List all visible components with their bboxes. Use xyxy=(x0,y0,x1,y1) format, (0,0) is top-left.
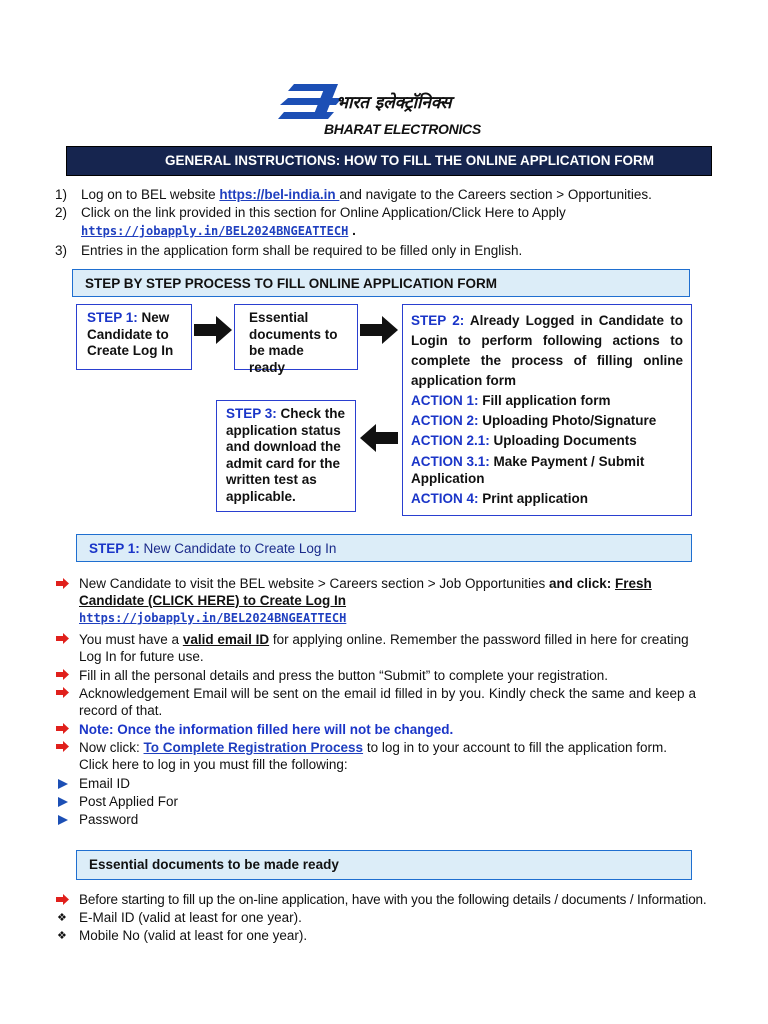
bel-website-link[interactable]: https://bel-india.in xyxy=(219,187,340,202)
red-arrow-bullet-icon xyxy=(56,578,69,589)
action-item xyxy=(411,489,683,509)
text: and navigate to the Careers section > Opportunities. xyxy=(339,187,652,202)
text: Print application xyxy=(478,491,589,506)
red-arrow-bullet-icon xyxy=(56,669,69,680)
list-number: 1) xyxy=(55,187,68,202)
triangle-bullet-icon xyxy=(58,815,68,825)
action-item xyxy=(411,453,683,487)
step-label: STEP 3: xyxy=(226,406,277,421)
text: Now click: xyxy=(79,740,144,755)
list-text xyxy=(81,186,652,203)
text: New Candidate to visit the BEL website > Careers section > Job Opportunities xyxy=(79,576,549,591)
list-text xyxy=(81,222,356,240)
step-label: STEP 1: xyxy=(89,541,140,556)
text: be made ready xyxy=(249,343,304,375)
text: Fill application form xyxy=(478,393,611,408)
list-item: Fill in all the personal details and press the button “Submit” to complete your registration. xyxy=(79,668,609,683)
section-title: New Candidate to Create Log In xyxy=(139,541,337,556)
step2-intro xyxy=(411,311,683,391)
triangle-bullet-icon xyxy=(58,779,68,789)
text: for applying online. Remember the password filled in here for creating Log In for future use. xyxy=(79,632,689,664)
step-label: STEP 1: xyxy=(87,310,138,325)
action-item xyxy=(411,391,683,411)
text: You must have a xyxy=(79,632,183,647)
emphasis-text: valid email ID xyxy=(182,632,270,647)
list-number: 3) xyxy=(55,243,68,258)
action-label: ACTION 2.1: xyxy=(411,433,490,448)
bel-logo xyxy=(276,78,486,142)
jobapply-link[interactable]: https://jobapply.in/BEL2024BNGEATTECH xyxy=(81,224,349,238)
text: Log on to BEL website xyxy=(81,187,220,202)
arrow-right-icon xyxy=(194,316,232,344)
sub-item-email: Email ID xyxy=(79,776,131,791)
text: . xyxy=(348,223,356,238)
text: Uploading Photo/Signature xyxy=(478,413,657,428)
list-item: Mobile No (valid at least for one year). xyxy=(79,928,308,943)
list-item xyxy=(79,575,696,627)
essential-docs-box xyxy=(234,304,358,375)
text: and click: xyxy=(549,576,616,591)
docs-section-header xyxy=(76,850,692,880)
text: Make Payment / Submit Application xyxy=(411,454,645,486)
sub-item-password: Password xyxy=(79,812,139,827)
instructions-banner xyxy=(66,146,712,176)
red-arrow-bullet-icon xyxy=(56,633,69,644)
section-title: STEP BY STEP PROCESS TO FILL ONLINE APPLICATION FORM xyxy=(85,276,498,291)
text: Essential xyxy=(249,310,309,325)
logo-english: BHARAT ELECTRONICS xyxy=(324,121,481,137)
process-section-header xyxy=(72,269,690,297)
red-arrow-bullet-icon xyxy=(56,687,69,698)
list-item: E-Mail ID (valid at least for one year). xyxy=(79,910,302,925)
text: to log in to your account to fill the application form. Click here to log in you must fill the following: xyxy=(79,740,667,772)
red-arrow-bullet-icon xyxy=(56,723,69,734)
text: New xyxy=(137,310,170,325)
banner-title: GENERAL INSTRUCTIONS: HOW TO FILL THE ONLINE APPLICATION FORM xyxy=(165,153,654,168)
complete-registration-link[interactable]: To Complete Registration Process xyxy=(143,740,364,755)
fresh-candidate-link[interactable]: Fresh Candidate (CLICK HERE) to Create Log In xyxy=(79,576,652,608)
step3-box xyxy=(216,400,356,512)
arrow-left-icon xyxy=(360,424,398,452)
triangle-bullet-icon xyxy=(58,797,68,807)
text: Create Log In xyxy=(87,343,174,358)
jobapply-link[interactable]: https://jobapply.in/BEL2024BNGEATTECH xyxy=(79,611,347,625)
diamond-bullet-icon: ❖ xyxy=(57,912,67,924)
text: Candidate to xyxy=(87,326,169,342)
list-item: Acknowledgement Email will be sent on the email id filled in by you. Kindly check the same and keep a record of that. xyxy=(79,686,696,718)
step1-section-header xyxy=(76,534,692,562)
action-label: ACTION 1: xyxy=(411,393,479,408)
step-label: STEP 2: xyxy=(411,313,465,328)
logo-hindi: भारत इलेक्ट्रॉनिक्स xyxy=(336,93,452,113)
list-text: Entries in the application form shall be required to be filled only in English. xyxy=(81,243,523,258)
list-item xyxy=(79,631,696,665)
action-item xyxy=(411,431,683,451)
red-arrow-bullet-icon xyxy=(56,894,69,905)
list-item xyxy=(79,739,696,773)
red-arrow-bullet-icon xyxy=(56,741,69,752)
note-item: Note: Once the information filled here will not be changed. xyxy=(79,722,454,737)
list-number: 2) xyxy=(55,205,68,220)
action-label: ACTION 4: xyxy=(411,491,479,506)
section-title: Essential documents to be made ready xyxy=(89,857,339,872)
text: Check the application status and download the admit card for the written test as applicable. xyxy=(226,406,346,504)
step1-box xyxy=(76,304,192,370)
text: Uploading Documents xyxy=(489,433,637,448)
list-text: Click on the link provided in this section for Online Application/Click Here to Apply xyxy=(81,205,566,220)
action-label: ACTION 3.1: xyxy=(411,454,490,469)
action-item xyxy=(411,411,683,431)
diamond-bullet-icon: ❖ xyxy=(57,930,67,942)
action-label: ACTION 2: xyxy=(411,413,479,428)
list-item: Before starting to fill up the on-line application, have with you the following details / documents / Information. xyxy=(79,892,707,907)
step2-box xyxy=(402,304,692,516)
arrow-right-icon xyxy=(360,316,398,344)
sub-item-post: Post Applied For xyxy=(79,794,179,809)
text: documents to xyxy=(249,326,338,342)
text: Already Logged in Candidate to Login to perform following actions to complete the process of filling online application form xyxy=(411,313,684,388)
